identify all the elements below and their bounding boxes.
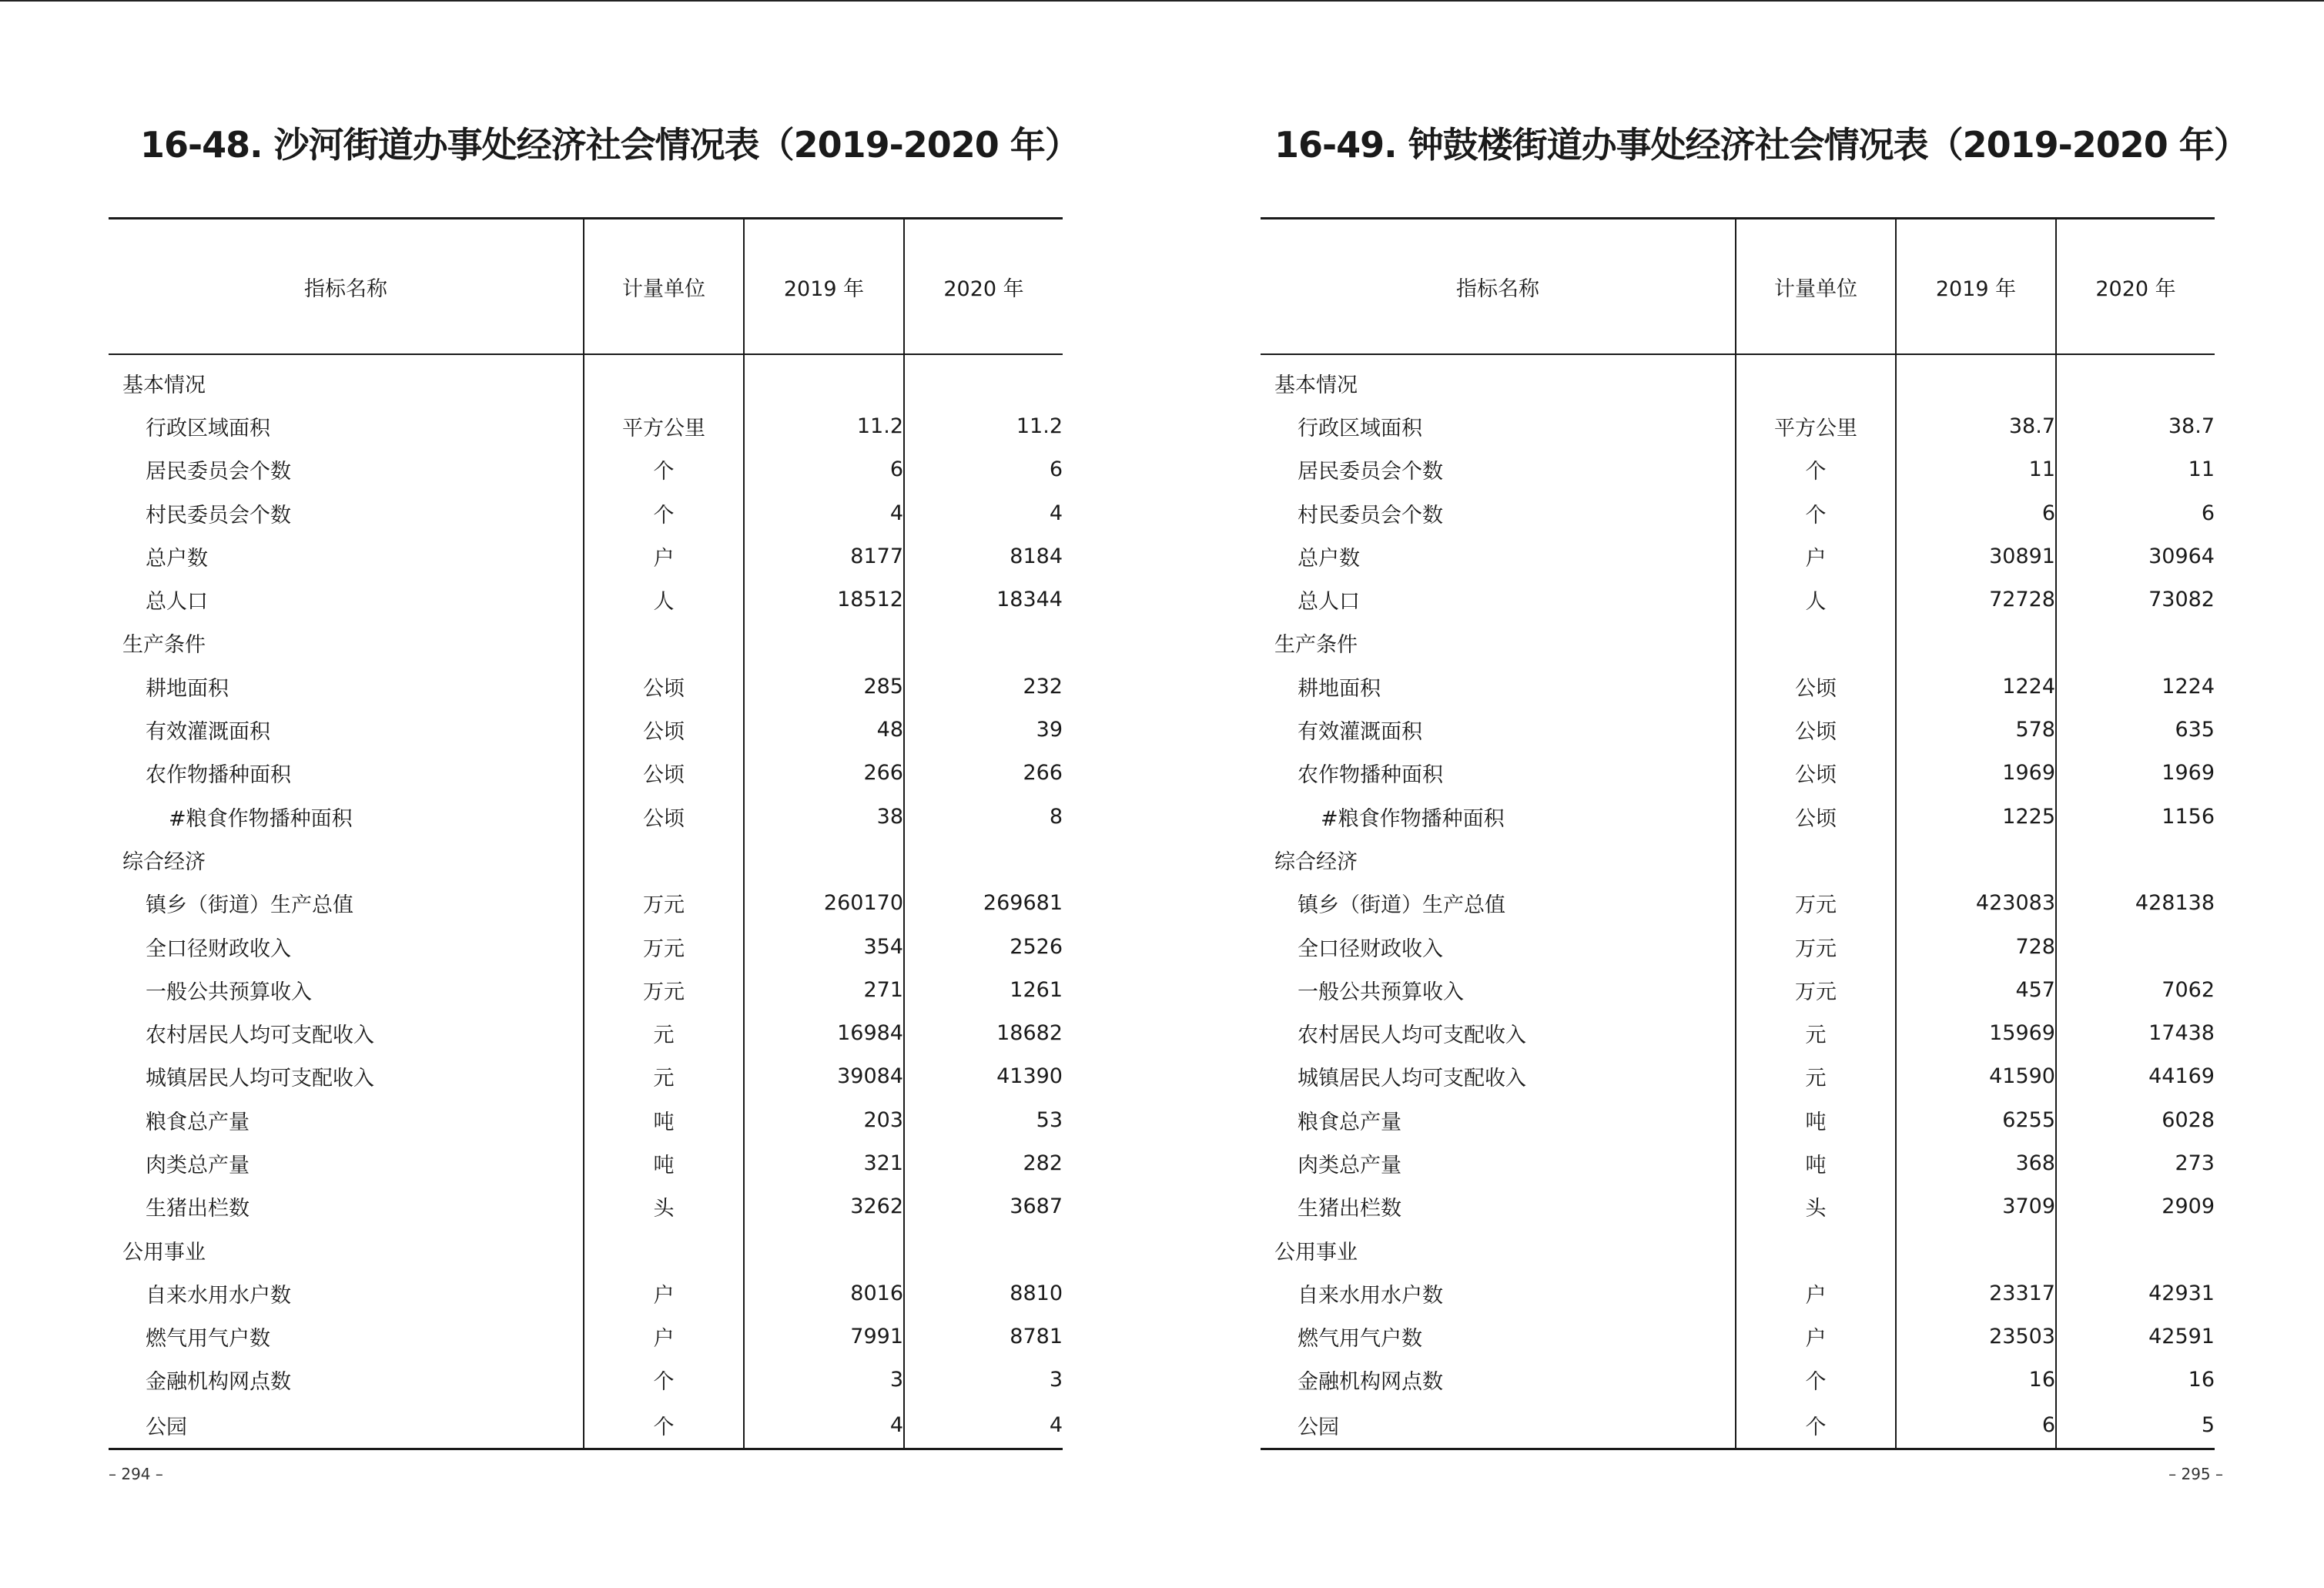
value-2020-cell: 11.2 <box>904 404 1063 447</box>
indicator-name-cell: 自来水用水户数 <box>1298 1283 1443 1308</box>
value-2019-cell: 1225 <box>1896 795 2056 838</box>
indicator-name-cell: 肉类总产量 <box>146 1153 249 1178</box>
value-2019-cell <box>744 354 904 404</box>
value-2019-cell: 30891 <box>1896 534 2056 578</box>
unit-cell: 个 <box>584 1359 744 1402</box>
value-2019-cell: 48 <box>744 708 904 751</box>
right-page <box>1162 0 2324 1588</box>
unit-cell <box>584 621 744 665</box>
header-year-2019: 2019 年 <box>744 219 904 355</box>
header-indicator-name: 指标名称 <box>109 219 584 355</box>
unit-cell: 个 <box>584 448 744 491</box>
table-row <box>1261 1098 2215 1141</box>
value-2019-cell: 321 <box>744 1141 904 1184</box>
table-title: 16-48. 沙河街道办事处经济社会情况表（2019-2020 年） <box>140 124 1080 166</box>
indicator-name-cell: 燃气用气户数 <box>1298 1327 1422 1352</box>
indicator-name-cell: 综合经济 <box>122 849 206 874</box>
indicator-name-cell: 一般公共预算收入 <box>1298 980 1464 1004</box>
value-2020-cell: 6028 <box>2056 1098 2215 1141</box>
unit-cell: 万元 <box>584 882 744 925</box>
unit-cell: 户 <box>584 1315 744 1359</box>
header-indicator-name: 指标名称 <box>1261 219 1736 355</box>
indicator-name-cell: 居民委员会个数 <box>146 460 291 484</box>
unit-cell: 公顷 <box>1736 752 1896 795</box>
value-2019-cell <box>1896 621 2056 665</box>
table-section-row <box>109 621 1063 665</box>
table-row <box>1261 795 2215 838</box>
value-2020-cell: 53 <box>904 1098 1063 1141</box>
header-unit: 计量单位 <box>584 219 744 355</box>
indicator-name-cell: 农作物播种面积 <box>146 763 291 788</box>
value-2020-cell: 273 <box>2056 1141 2215 1184</box>
table-row <box>1261 1315 2215 1359</box>
value-2020-cell: 8781 <box>904 1315 1063 1359</box>
value-2019-cell <box>744 621 904 665</box>
indicator-name-cell: 农村居民人均可支配收入 <box>1298 1023 1526 1048</box>
value-2020-cell: 5 <box>2056 1402 2215 1449</box>
value-2019-cell: 16 <box>1896 1359 2056 1402</box>
indicator-name-cell: 肉类总产量 <box>1298 1153 1401 1178</box>
value-2019-cell: 271 <box>744 968 904 1011</box>
value-2020-cell: 38.7 <box>2056 404 2215 447</box>
unit-cell: 元 <box>584 1055 744 1098</box>
header-unit: 计量单位 <box>1736 219 1896 355</box>
unit-cell <box>584 354 744 404</box>
indicator-name-cell: 耕地面积 <box>1298 676 1381 701</box>
table-row <box>109 1098 1063 1141</box>
table-section-row <box>109 838 1063 881</box>
table-row <box>1261 578 2215 621</box>
unit-cell <box>584 838 744 881</box>
unit-cell: 个 <box>1736 491 1896 534</box>
indicator-name-cell: 综合经济 <box>1274 849 1358 874</box>
header-year-2019: 2019 年 <box>1896 219 2056 355</box>
table-row <box>1261 1055 2215 1098</box>
value-2020-cell <box>904 1228 1063 1271</box>
indicator-name-cell: 耕地面积 <box>146 676 229 701</box>
value-2020-cell <box>2056 838 2215 881</box>
value-2019-cell: 6255 <box>1896 1098 2056 1141</box>
value-2019-cell: 7991 <box>744 1315 904 1359</box>
value-2019-cell: 11 <box>1896 448 2056 491</box>
unit-cell: 个 <box>584 1402 744 1449</box>
table-section-row <box>109 1228 1063 1271</box>
unit-cell: 吨 <box>584 1141 744 1184</box>
table-row <box>109 491 1063 534</box>
value-2019-cell: 8016 <box>744 1271 904 1315</box>
value-2019-cell: 6 <box>1896 491 2056 534</box>
indicator-name-cell: 总户数 <box>1298 546 1360 571</box>
unit-cell: 元 <box>584 1011 744 1054</box>
table-row <box>1261 534 2215 578</box>
value-2019-cell: 11.2 <box>744 404 904 447</box>
indicator-name-cell: 行政区域面积 <box>146 416 270 441</box>
value-2019-cell: 266 <box>744 752 904 795</box>
indicator-name-cell: 基本情况 <box>1274 373 1358 397</box>
value-2020-cell: 1969 <box>2056 752 2215 795</box>
indicator-name-cell: 公园 <box>146 1415 187 1439</box>
value-2020-cell: 11 <box>2056 448 2215 491</box>
value-2019-cell: 41590 <box>1896 1055 2056 1098</box>
table-header-row <box>109 219 1063 355</box>
table-row <box>109 795 1063 838</box>
value-2020-cell: 3 <box>904 1359 1063 1402</box>
value-2020-cell: 41390 <box>904 1055 1063 1098</box>
unit-cell: 吨 <box>1736 1098 1896 1141</box>
page-number: – 294 – <box>109 1465 163 1483</box>
table-row <box>109 925 1063 968</box>
value-2019-cell: 3262 <box>744 1185 904 1228</box>
table-row <box>109 1185 1063 1228</box>
value-2019-cell <box>1896 354 2056 404</box>
indicator-name-cell: 公园 <box>1298 1415 1339 1439</box>
value-2020-cell: 635 <box>2056 708 2215 751</box>
table-row <box>1261 1141 2215 1184</box>
table-row <box>1261 404 2215 447</box>
value-2020-cell <box>904 354 1063 404</box>
value-2019-cell: 728 <box>1896 925 2056 968</box>
value-2019-cell: 16984 <box>744 1011 904 1054</box>
value-2020-cell <box>2056 925 2215 968</box>
indicator-name-cell: 农作物播种面积 <box>1298 763 1443 788</box>
table-row <box>1261 665 2215 708</box>
table-title: 16-49. 钟鼓楼街道办事处经济社会情况表（2019-2020 年） <box>1274 124 2249 166</box>
table-section-row <box>1261 354 2215 404</box>
value-2019-cell: 8177 <box>744 534 904 578</box>
unit-cell: 个 <box>1736 1359 1896 1402</box>
value-2019-cell: 39084 <box>744 1055 904 1098</box>
unit-cell: 元 <box>1736 1011 1896 1054</box>
value-2019-cell: 38.7 <box>1896 404 2056 447</box>
value-2019-cell: 260170 <box>744 882 904 925</box>
unit-cell: 头 <box>584 1185 744 1228</box>
indicator-name-cell: 总人口 <box>146 590 208 615</box>
table-row <box>109 1011 1063 1054</box>
table-row <box>109 1141 1063 1184</box>
page-number: – 295 – <box>2168 1465 2223 1483</box>
indicator-name-cell: 农村居民人均可支配收入 <box>146 1023 374 1048</box>
unit-cell <box>1736 838 1896 881</box>
value-2020-cell: 42931 <box>2056 1271 2215 1315</box>
value-2020-cell: 1156 <box>2056 795 2215 838</box>
value-2020-cell: 73082 <box>2056 578 2215 621</box>
indicator-name-cell: 生产条件 <box>1274 633 1358 658</box>
value-2020-cell: 4 <box>904 1402 1063 1449</box>
unit-cell: 吨 <box>1736 1141 1896 1184</box>
table-row <box>1261 925 2215 968</box>
unit-cell: 平方公里 <box>584 404 744 447</box>
value-2019-cell: 203 <box>744 1098 904 1141</box>
value-2019-cell: 1969 <box>1896 752 2056 795</box>
indicator-name-cell: 基本情况 <box>122 373 206 397</box>
indicator-name-cell: 生产条件 <box>122 633 206 658</box>
value-2020-cell: 1261 <box>904 968 1063 1011</box>
value-2019-cell: 578 <box>1896 708 2056 751</box>
unit-cell: 户 <box>1736 1315 1896 1359</box>
value-2019-cell: 72728 <box>1896 578 2056 621</box>
unit-cell: 万元 <box>584 968 744 1011</box>
indicator-name-cell: #粮食作物播种面积 <box>169 806 353 831</box>
value-2019-cell: 285 <box>744 665 904 708</box>
table-row <box>109 534 1063 578</box>
table-row <box>1261 1271 2215 1315</box>
unit-cell: 元 <box>1736 1055 1896 1098</box>
value-2019-cell: 3 <box>744 1359 904 1402</box>
value-2020-cell: 3687 <box>904 1185 1063 1228</box>
unit-cell <box>1736 621 1896 665</box>
value-2020-cell: 266 <box>904 752 1063 795</box>
value-2020-cell: 44169 <box>2056 1055 2215 1098</box>
unit-cell: 户 <box>584 534 744 578</box>
unit-cell: 个 <box>1736 1402 1896 1449</box>
value-2019-cell: 3709 <box>1896 1185 2056 1228</box>
table-row <box>109 1271 1063 1315</box>
value-2019-cell: 18512 <box>744 578 904 621</box>
table-section-row <box>1261 838 2215 881</box>
value-2020-cell: 7062 <box>2056 968 2215 1011</box>
indicator-name-cell: 生猪出栏数 <box>146 1197 249 1221</box>
value-2020-cell: 39 <box>904 708 1063 751</box>
statistics-table <box>109 217 1063 1450</box>
table-row <box>1261 968 2215 1011</box>
value-2019-cell <box>744 838 904 881</box>
table-row <box>109 1402 1063 1449</box>
indicator-name-cell: 有效灌溉面积 <box>146 720 270 745</box>
unit-cell: 公顷 <box>584 752 744 795</box>
table-row <box>1261 1011 2215 1054</box>
indicator-name-cell: 燃气用气户数 <box>146 1327 270 1352</box>
unit-cell: 头 <box>1736 1185 1896 1228</box>
unit-cell: 万元 <box>1736 882 1896 925</box>
unit-cell: 户 <box>1736 534 1896 578</box>
value-2020-cell: 1224 <box>2056 665 2215 708</box>
unit-cell <box>584 1228 744 1271</box>
value-2020-cell <box>2056 621 2215 665</box>
value-2020-cell: 2526 <box>904 925 1063 968</box>
value-2019-cell: 1224 <box>1896 665 2056 708</box>
unit-cell: 公顷 <box>1736 708 1896 751</box>
table-row <box>1261 491 2215 534</box>
value-2020-cell: 18682 <box>904 1011 1063 1054</box>
indicator-name-cell: 城镇居民人均可支配收入 <box>1298 1067 1526 1091</box>
table-row <box>1261 1185 2215 1228</box>
unit-cell: 户 <box>1736 1271 1896 1315</box>
indicator-name-cell: 粮食总产量 <box>1298 1110 1401 1134</box>
indicator-name-cell: #粮食作物播种面积 <box>1321 806 1505 831</box>
value-2019-cell: 6 <box>1896 1402 2056 1449</box>
table-body <box>1261 354 2215 1449</box>
unit-cell: 人 <box>1736 578 1896 621</box>
value-2020-cell: 269681 <box>904 882 1063 925</box>
indicator-name-cell: 公用事业 <box>1274 1240 1358 1265</box>
value-2019-cell: 354 <box>744 925 904 968</box>
value-2019-cell: 23317 <box>1896 1271 2056 1315</box>
indicator-name-cell: 城镇居民人均可支配收入 <box>146 1067 374 1091</box>
unit-cell: 公顷 <box>1736 795 1896 838</box>
indicator-name-cell: 总户数 <box>146 546 208 571</box>
indicator-name-cell: 粮食总产量 <box>146 1110 249 1134</box>
value-2019-cell: 368 <box>1896 1141 2056 1184</box>
value-2020-cell: 282 <box>904 1141 1063 1184</box>
unit-cell: 平方公里 <box>1736 404 1896 447</box>
value-2019-cell: 457 <box>1896 968 2056 1011</box>
value-2019-cell: 23503 <box>1896 1315 2056 1359</box>
table-row <box>109 665 1063 708</box>
value-2020-cell: 8810 <box>904 1271 1063 1315</box>
value-2020-cell: 17438 <box>2056 1011 2215 1054</box>
value-2019-cell: 4 <box>744 491 904 534</box>
table-row <box>1261 708 2215 751</box>
table-row <box>109 1359 1063 1402</box>
unit-cell: 公顷 <box>1736 665 1896 708</box>
indicator-name-cell: 镇乡（街道）生产总值 <box>146 893 353 918</box>
value-2020-cell: 4 <box>904 491 1063 534</box>
indicator-name-cell: 村民委员会个数 <box>146 503 291 528</box>
value-2020-cell <box>2056 1228 2215 1271</box>
unit-cell: 个 <box>584 491 744 534</box>
value-2019-cell: 423083 <box>1896 882 2056 925</box>
unit-cell: 万元 <box>584 925 744 968</box>
indicator-name-cell: 全口径财政收入 <box>146 936 291 961</box>
table-section-row <box>1261 1228 2215 1271</box>
indicator-name-cell: 自来水用水户数 <box>146 1283 291 1308</box>
unit-cell: 吨 <box>584 1098 744 1141</box>
table-row <box>109 448 1063 491</box>
table-row <box>109 404 1063 447</box>
value-2020-cell <box>904 838 1063 881</box>
table-section-row <box>109 354 1063 404</box>
indicator-name-cell: 总人口 <box>1298 590 1360 615</box>
table-row <box>1261 1359 2215 1402</box>
indicator-name-cell: 一般公共预算收入 <box>146 980 312 1004</box>
value-2020-cell: 8 <box>904 795 1063 838</box>
unit-cell <box>1736 1228 1896 1271</box>
indicator-name-cell: 金融机构网点数 <box>146 1370 291 1395</box>
indicator-name-cell: 全口径财政收入 <box>1298 936 1443 961</box>
statistics-table <box>1261 217 2215 1450</box>
value-2019-cell: 15969 <box>1896 1011 2056 1054</box>
value-2020-cell: 6 <box>2056 491 2215 534</box>
table-row <box>109 752 1063 795</box>
header-year-2020: 2020 年 <box>2056 219 2215 355</box>
value-2020-cell: 2909 <box>2056 1185 2215 1228</box>
value-2019-cell: 38 <box>744 795 904 838</box>
value-2020-cell: 8184 <box>904 534 1063 578</box>
indicator-name-cell: 有效灌溉面积 <box>1298 720 1422 745</box>
value-2020-cell: 6 <box>904 448 1063 491</box>
value-2019-cell <box>1896 1228 2056 1271</box>
indicator-name-cell: 镇乡（街道）生产总值 <box>1298 893 1505 918</box>
table-row <box>1261 882 2215 925</box>
indicator-name-cell: 金融机构网点数 <box>1298 1370 1443 1395</box>
table-row <box>109 968 1063 1011</box>
unit-cell: 个 <box>1736 448 1896 491</box>
value-2020-cell <box>2056 354 2215 404</box>
table-row <box>1261 1402 2215 1449</box>
table-row <box>109 708 1063 751</box>
indicator-name-cell: 生猪出栏数 <box>1298 1197 1401 1221</box>
table-row <box>109 1315 1063 1359</box>
table-row <box>1261 448 2215 491</box>
table-row <box>109 882 1063 925</box>
value-2019-cell <box>744 1228 904 1271</box>
value-2020-cell: 30964 <box>2056 534 2215 578</box>
unit-cell: 公顷 <box>584 665 744 708</box>
indicator-name-cell: 公用事业 <box>122 1240 206 1265</box>
value-2020-cell: 18344 <box>904 578 1063 621</box>
indicator-name-cell: 居民委员会个数 <box>1298 460 1443 484</box>
value-2020-cell <box>904 621 1063 665</box>
table-header-row <box>1261 219 2215 355</box>
indicator-name-cell: 村民委员会个数 <box>1298 503 1443 528</box>
header-year-2020: 2020 年 <box>904 219 1063 355</box>
table-row <box>109 1055 1063 1098</box>
unit-cell: 人 <box>584 578 744 621</box>
unit-cell: 万元 <box>1736 925 1896 968</box>
value-2020-cell: 428138 <box>2056 882 2215 925</box>
table-row <box>1261 752 2215 795</box>
table-body <box>109 354 1063 1449</box>
unit-cell: 万元 <box>1736 968 1896 1011</box>
unit-cell: 户 <box>584 1271 744 1315</box>
value-2019-cell <box>1896 838 2056 881</box>
value-2020-cell: 42591 <box>2056 1315 2215 1359</box>
value-2020-cell: 232 <box>904 665 1063 708</box>
unit-cell: 公顷 <box>584 795 744 838</box>
value-2020-cell: 16 <box>2056 1359 2215 1402</box>
value-2019-cell: 6 <box>744 448 904 491</box>
unit-cell <box>1736 354 1896 404</box>
table-section-row <box>1261 621 2215 665</box>
table-row <box>109 578 1063 621</box>
value-2019-cell: 4 <box>744 1402 904 1449</box>
indicator-name-cell: 行政区域面积 <box>1298 416 1422 441</box>
unit-cell: 公顷 <box>584 708 744 751</box>
